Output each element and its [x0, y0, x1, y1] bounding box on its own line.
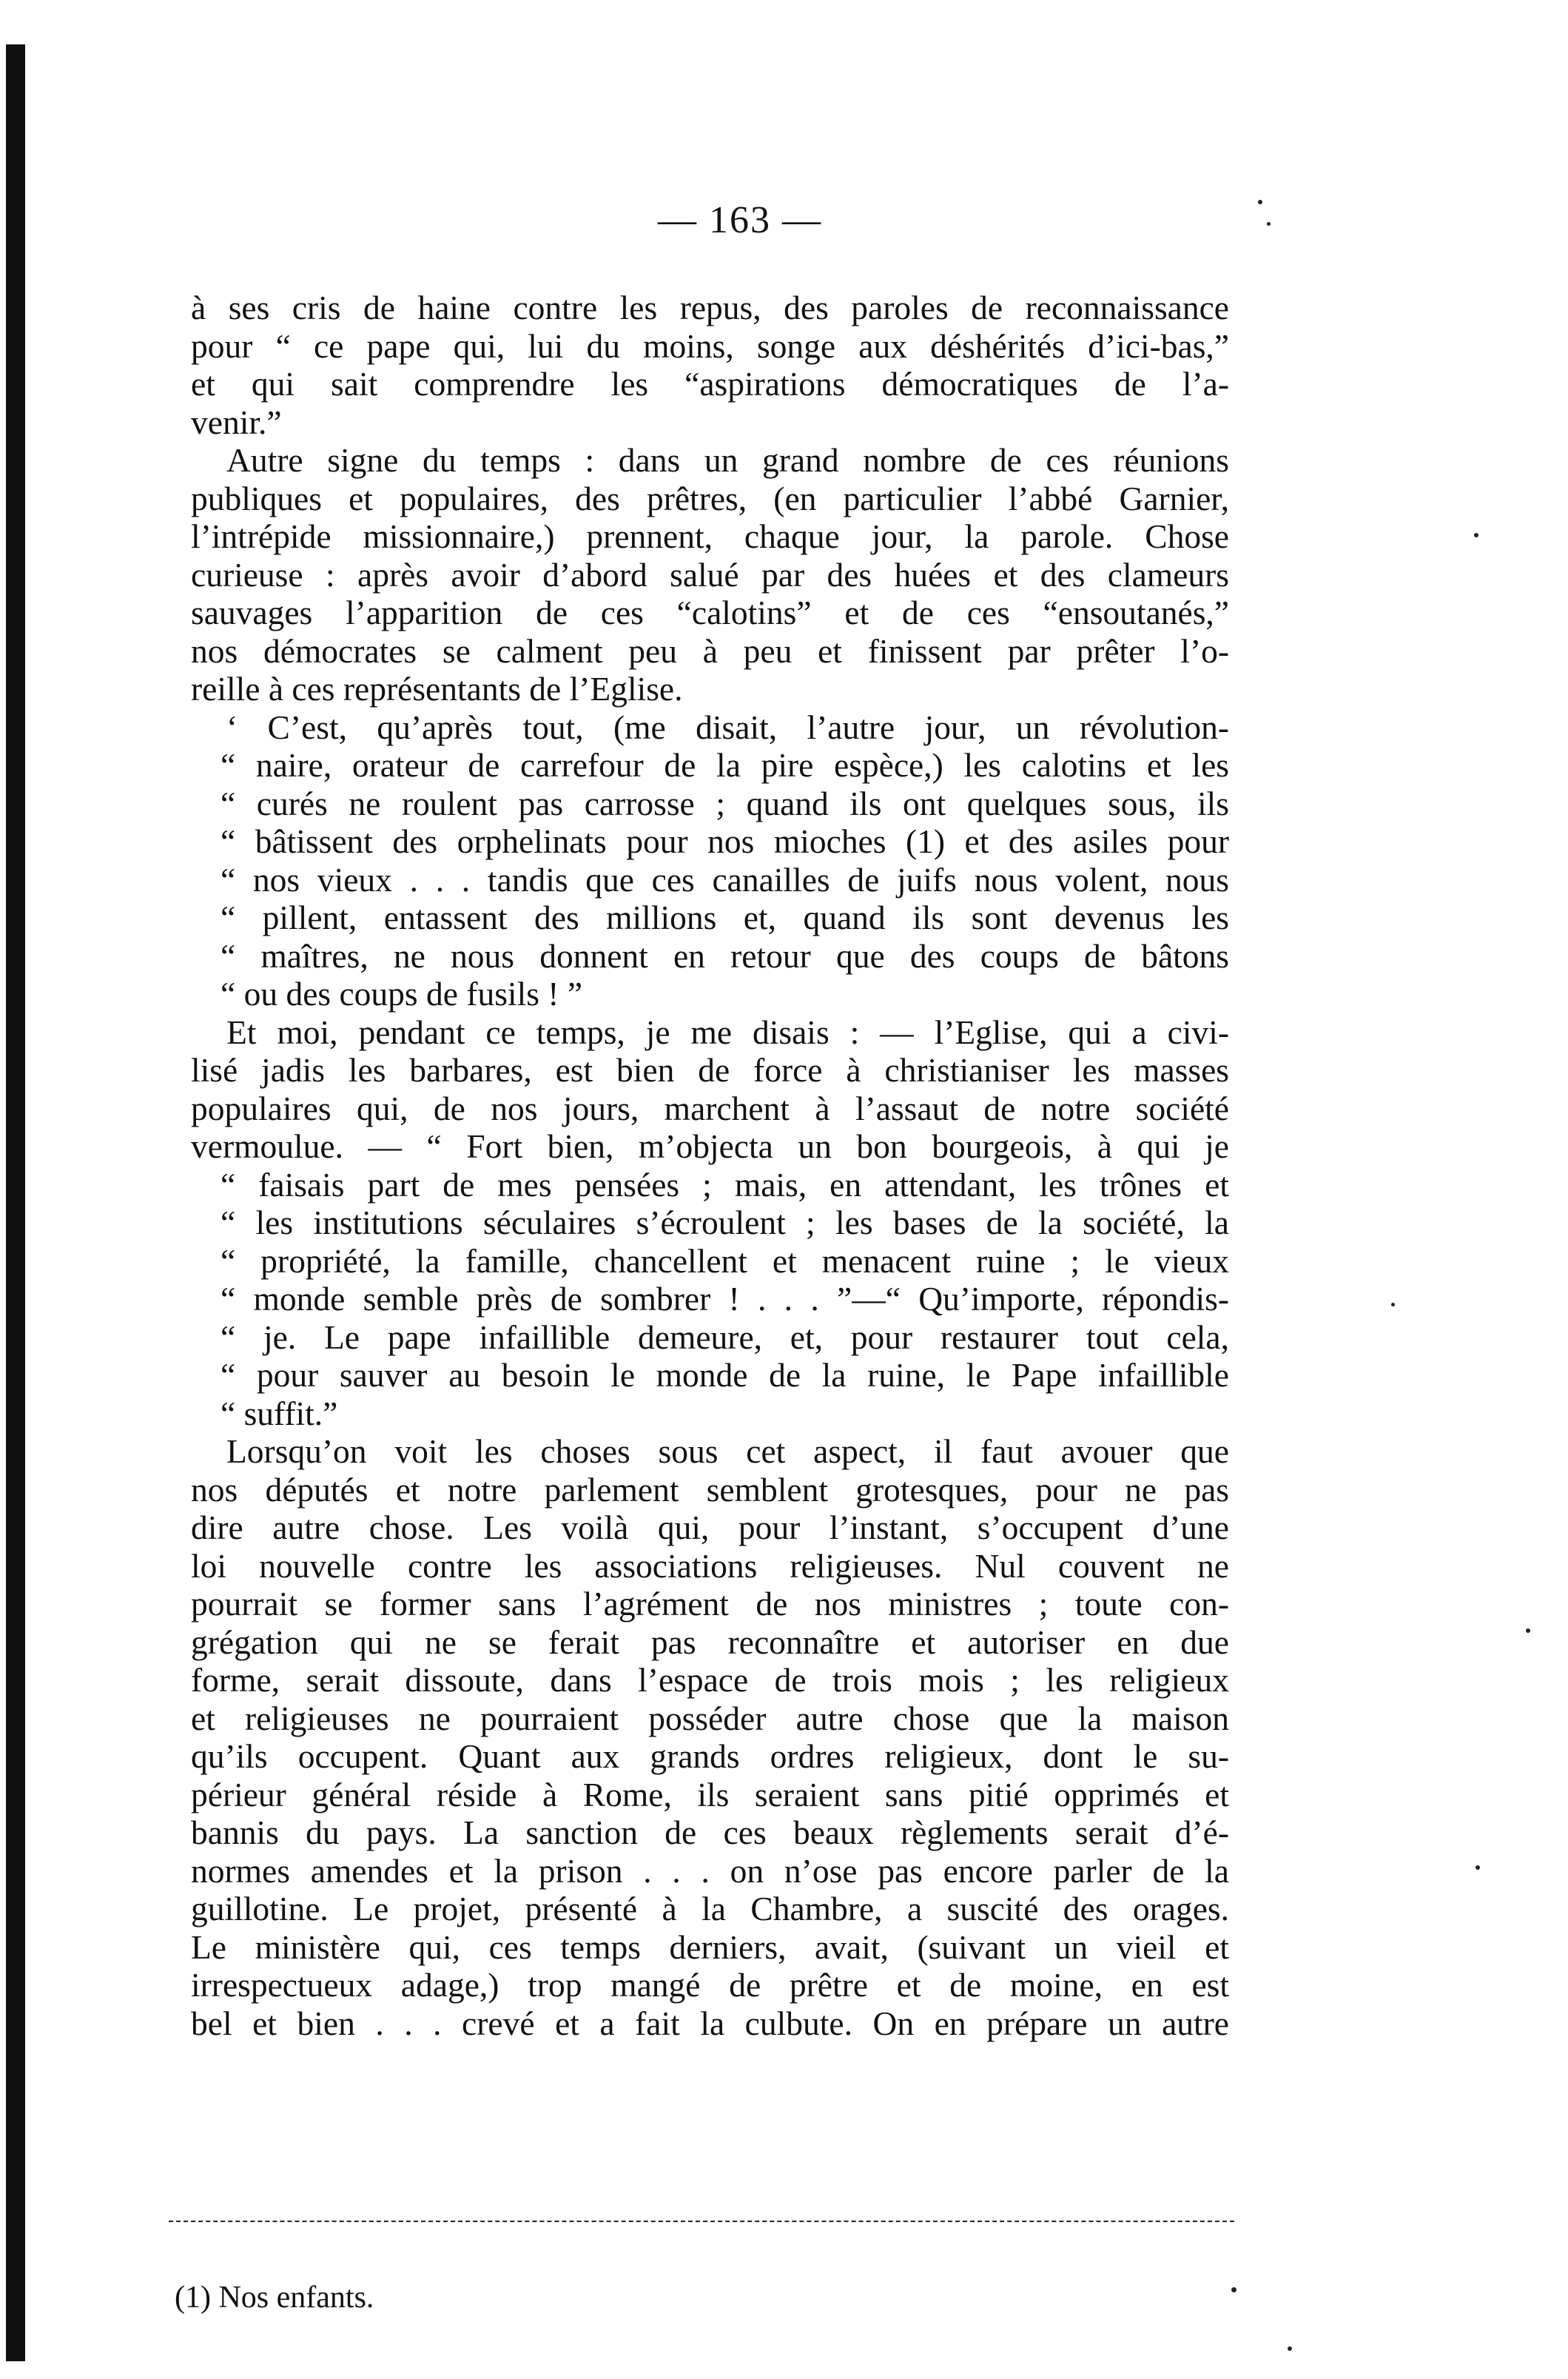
text-line: normes amendes et la prison . . . on n’ose pas encore parler de la: [191, 1851, 1229, 1890]
text-line: “ naire, orateur de carrefour de la pire espèce,) les calotins et les: [221, 746, 1229, 784]
text-line: “ propriété, la famille, chancellent et menacent ruine ; le vieux: [221, 1241, 1229, 1280]
paper-speck: [1391, 1303, 1395, 1306]
text-line: qu’ils occupent. Quant aux grands ordres religieux, dont le su-: [191, 1737, 1229, 1775]
paper-speck: [1476, 1865, 1480, 1870]
text-line: “ les institutions séculaires s’écroulent ; les bases de la société, la: [221, 1204, 1229, 1241]
binding-edge: [6, 44, 25, 2361]
text-line: “ monde semble près de sombrer ! . . . ”—“ Qu’importe, répondis-: [221, 1280, 1229, 1318]
text-line: nos députés et notre parlement semblent grotesques, pour ne pas: [191, 1470, 1229, 1509]
text-line: irrespectueux adage,) trop mangé de prêtre et de moine, en est: [191, 1966, 1229, 2004]
text-line: reille à ces représentants de l’Eglise.: [191, 670, 683, 708]
text-line: l’intrépide missionnaire,) prennent, chaque jour, la parole. Chose: [191, 517, 1229, 555]
text-line: forme, serait dissoute, dans l’espace de trois mois ; les religieux: [191, 1661, 1229, 1699]
paper-speck: [1526, 1628, 1530, 1633]
text-line: “ faisais part de mes pensées ; mais, en attendant, les trônes et: [221, 1165, 1229, 1204]
text-line: ‘ C’est, qu’après tout, (me disait, l’autre jour, un révolution-: [226, 708, 1229, 746]
text-line: à ses cris de haine contre les repus, des paroles de reconnaissance: [191, 289, 1229, 326]
text-line: vermoulue. — “ Fort bien, m’objecta un bon bourgeois, à qui je: [191, 1127, 1229, 1165]
text-line: bel et bien . . . crevé et a fait la culbute. On en prépare un autre: [191, 2004, 1229, 2042]
body-text: [191, 289, 1229, 2042]
text-line: “ suffit.”: [221, 1394, 338, 1432]
text-line: bannis du pays. La sanction de ces beaux règlements serait d’é-: [191, 1813, 1229, 1851]
paper-speck: [1474, 533, 1478, 537]
page-number: — 163 —: [658, 199, 822, 241]
text-line: “ ou des coups de fusils ! ”: [221, 975, 583, 1013]
text-line: Le ministère qui, ces temps derniers, avait, (suivant un vieil et: [191, 1927, 1229, 1966]
paper-speck: [1267, 222, 1271, 226]
footnote-rule: [169, 2221, 1234, 2222]
text-line: populaires qui, de nos jours, marchent à l’assaut de notre société: [191, 1089, 1229, 1127]
text-line: “ bâtissent des orphelinats pour nos mioches (1) et des asiles pour: [221, 822, 1229, 860]
text-line: “ je. Le pape infaillible demeure, et, pour restaurer tout cela,: [221, 1318, 1229, 1356]
text-line: pourrait se former sans l’agrément de nos ministres ; toute con-: [191, 1585, 1229, 1623]
text-line: “ maîtres, ne nous donnent en retour que des coups de bâtons: [221, 936, 1229, 975]
text-line: pour “ ce pape qui, lui du moins, songe aux déshérités d’ici-bas,”: [191, 326, 1229, 365]
text-line: publiques et populaires, des prêtres, (en particulier l’abbé Garnier,: [191, 479, 1229, 517]
text-line: venir.”: [191, 403, 282, 441]
text-line: “ nos vieux . . . tandis que ces canailles de juifs nous volent, nous: [221, 860, 1229, 899]
text-line: guillotine. Le projet, présenté à la Chambre, a suscité des orages.: [191, 1890, 1229, 1927]
text-line: périeur général réside à Rome, ils seraient sans pitié opprimés et: [191, 1775, 1229, 1813]
text-line: dire autre chose. Les voilà qui, pour l’instant, s’occupent d’une: [191, 1509, 1229, 1546]
text-line: lisé jadis les barbares, est bien de force à christianiser les masses: [191, 1051, 1229, 1089]
text-line: “ curés ne roulent pas carrosse ; quand ils ont quelques sous, ils: [221, 784, 1229, 822]
text-line: “ pour sauver au besoin le monde de la ruine, le Pape infaillible: [221, 1356, 1229, 1394]
text-line: curieuse : après avoir d’abord salué par des huées et des clameurs: [191, 555, 1229, 594]
text-line: sauvages l’apparition de ces “calotins” et de ces “ensoutanés,”: [191, 594, 1229, 631]
text-line: Lorsqu’on voit les choses sous cet aspect, il faut avouer que: [226, 1432, 1229, 1470]
text-line: grégation qui ne se ferait pas reconnaître et autoriser en due: [191, 1623, 1229, 1661]
text-line: Et moi, pendant ce temps, je me disais : — l’Eglise, qui a civi-: [226, 1013, 1229, 1051]
text-line: loi nouvelle contre les associations religieuses. Nul couvent ne: [191, 1546, 1229, 1585]
text-line: Autre signe du temps : dans un grand nombre de ces réunions: [226, 441, 1229, 479]
text-line: et religieuses ne pourraient posséder autre chose que la maison: [191, 1699, 1229, 1737]
text-line: et qui sait comprendre les “aspirations démocratiques de l’a-: [191, 365, 1229, 403]
text-line: “ pillent, entassent des millions et, quand ils sont devenus les: [221, 899, 1229, 936]
paper-speck: [1231, 2287, 1236, 2292]
text-line: nos démocrates se calment peu à peu et finissent par prêter l’o-: [191, 631, 1229, 670]
paper-speck: [1288, 2346, 1292, 2351]
footnote: (1) Nos enfants.: [175, 2281, 374, 2315]
paper-speck: [1258, 200, 1262, 204]
